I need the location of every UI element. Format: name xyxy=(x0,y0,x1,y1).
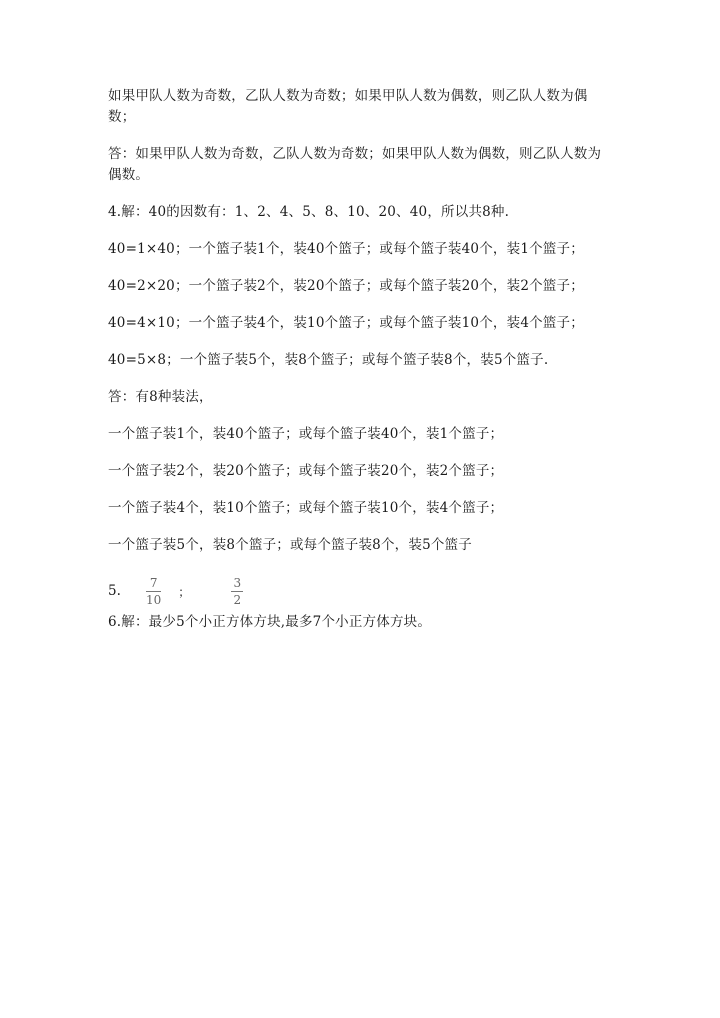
fraction-2-numerator: 3 xyxy=(233,575,242,590)
text-line-6: 40=4×10；一个篮子装4个，装10个篮子；或每个篮子装10个，装4个篮子； xyxy=(108,315,584,331)
text-line-12: 一个篮子装5个，装8个篮子；或每个篮子装8个，装5个篮子 xyxy=(108,537,472,553)
fraction-2-denominator: 2 xyxy=(233,592,242,607)
fraction-1-denominator: 10 xyxy=(146,592,162,607)
text-line-5: 40=2×20；一个篮子装2个，装20个篮子；或每个篮子装20个，装2个篮子； xyxy=(108,278,584,294)
fraction-1-bar xyxy=(146,591,161,592)
text-line-10: 一个篮子装2个，装20个篮子；或每个篮子装20个，装2个篮子； xyxy=(108,463,504,479)
text-line-2: 答：如果甲队人数为奇数，乙队人数为奇数；如果甲队人数为偶数，则乙队人数为偶数。 xyxy=(108,146,602,183)
text-line-8: 答：有8种装法， xyxy=(108,389,213,405)
text-line-11: 一个篮子装4个，装10个篮子；或每个篮子装10个，装4个篮子； xyxy=(108,500,504,516)
fraction-1-numerator: 7 xyxy=(149,575,158,590)
text-line-7: 40=5×8；一个篮子装5个，装8个篮子；或每个篮子装8个，装5个篮子. xyxy=(108,352,549,368)
text-line-4: 40=1×40；一个篮子装1个，装40个篮子；或每个篮子装40个，装1个篮子； xyxy=(108,241,584,257)
text-line-3: 4.解：40的因数有：1、2、4、5、8、10、20、40，所以共8种. xyxy=(108,204,510,220)
fraction-1 xyxy=(146,576,161,607)
fraction-separator: ； xyxy=(178,584,191,599)
text-line-1: 如果甲队人数为奇数，乙队人数为奇数；如果甲队人数为偶数，则乙队人数为偶数； xyxy=(108,88,588,125)
question-6-answer: 6.解：最少5个小正方体方块,最多7个小正方体方块。 xyxy=(108,614,432,630)
question-5-label: 5. xyxy=(108,583,121,599)
question-5-answer xyxy=(108,572,608,610)
answer-document xyxy=(108,86,608,649)
fraction-2-bar xyxy=(231,591,243,592)
text-line-9: 一个篮子装1个，装40个篮子；或每个篮子装40个，装1个篮子； xyxy=(108,426,504,442)
fraction-2 xyxy=(231,576,243,607)
